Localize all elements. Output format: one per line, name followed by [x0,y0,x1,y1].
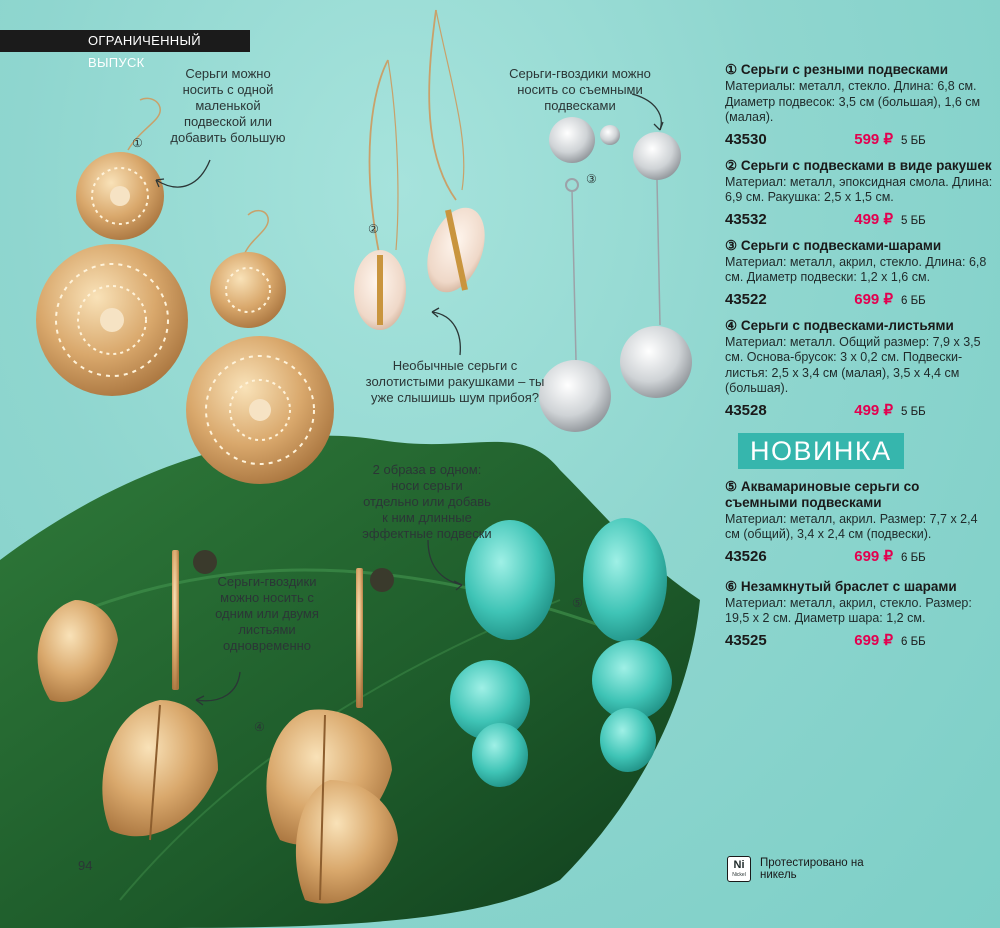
earring-filigree-left [36,98,188,396]
product-price-row [725,210,995,228]
marker-5: ⑤ [572,596,583,610]
product-title: ④ Серьги с подвесками-листьями [725,317,954,333]
product-title: ③ Серьги с подвесками-шарами [725,237,942,253]
product-price-row [725,547,995,565]
product-price-row [725,290,995,308]
product-price: 599 ₽ [854,130,893,148]
earring-shell-right [417,10,496,300]
limited-edition-banner: ОГРАНИЧЕННЫЙ ВЫПУСК [0,30,250,52]
product-price-row [725,401,995,419]
product-description: Материал: металл, акрил, стекло. Длина: 6,8 см. Диаметр подвески: 1,2 х 1,6 см. [725,254,987,284]
product-title: ⑤ Аквамариновые серьги со съемными подвесками [725,478,920,510]
caption-ball-studs: Серьги-гвоздики можно носить со съемными подвесками [509,66,651,113]
product-title: ① Серьги с резными подвесками [725,62,949,77]
product-description: Материал: металл. Общий размер: 7,9 х 3,5 см. Основа-брусок: 3 х 0,2 см. Подвески-листья: 2,5 х 3,4 см (малая), 3,5 х 4,4 см (большая). [725,334,981,395]
product-item [725,238,995,308]
product-code: 43525 [725,631,767,649]
product-description: Материал: металл, эпоксидная смола. Длина: 6,9 см. Ракушка: 2,5 х 1,5 см. [725,174,993,204]
product-price: 699 ₽ [854,290,893,308]
product-item [725,479,995,565]
product-points: 5 ББ [901,214,926,227]
product-code: 43526 [725,547,767,565]
earring-ball-right [600,125,692,398]
product-points: 6 ББ [901,635,926,648]
product-price: 699 ₽ [854,631,893,649]
nickel-symbol: Ni [733,859,745,871]
product-price: 499 ₽ [854,210,893,228]
nickel-text: Протестировано на никель [760,857,864,881]
marker-3: ③ [586,172,597,186]
product-code: 43528 [725,401,767,419]
earring-ball-left [539,117,611,432]
product-item [725,158,995,228]
product-price: 699 ₽ [854,547,893,565]
caption-shells: Необычные серьги с золотистыми ракушками – ты уже слышишь шум прибоя? [365,358,545,405]
product-description: Материалы: металл, стекло. Длина: 6,8 см. Диаметр подвесок: 3,5 см (большая), 1,6 см (малая). [725,79,981,124]
product-item [725,62,995,148]
product-code: 43522 [725,290,767,308]
new-badge: НОВИНКА [738,433,904,469]
product-points: 5 ББ [901,134,926,147]
nickel-label: Nickel [732,872,746,878]
product-code: 43530 [725,130,767,148]
product-points: 6 ББ [901,551,926,564]
product-description: Материал: металл, акрил, стекло. Размер: 19,5 х 2 см. Диаметр шара: 1,2 см. [725,595,972,625]
product-price: 499 ₽ [854,401,893,419]
caption-aqua: 2 образа в одном: носи серьги отдельно или добавь к ним длинные эффектные подвески [362,462,492,541]
caption-filigree: Серьги можно носить с одной маленькой подвеской или добавить большую [170,66,286,145]
product-item [725,579,995,649]
product-item [725,318,995,419]
product-title: ⑥ Незамкнутый браслет с шарами [725,578,957,594]
product-price-row [725,631,995,649]
product-description: Материал: металл, акрил. Размер: 7,7 х 2,4 см (общий), 3,4 х 2,4 см (подвески). [725,511,978,541]
earring-shell-left [354,60,406,330]
product-points: 6 ББ [901,294,926,307]
marker-2: ② [368,222,379,236]
product-price-row [725,130,995,148]
nickel-tested-note [727,856,870,882]
caption-leaf-studs: Серьги-гвоздики можно носить с одним или двумя листьями одновременно [215,574,319,653]
product-code: 43532 [725,210,767,228]
nickel-icon [727,856,751,882]
product-list [725,62,995,659]
product-title: ② Серьги с подвесками в виде ракушек [725,157,992,173]
page-number: 94 [78,858,93,873]
marker-4: ④ [254,720,265,734]
earring-filigree-right [186,211,334,484]
marker-1: ① [132,136,143,150]
product-points: 5 ББ [901,405,926,418]
